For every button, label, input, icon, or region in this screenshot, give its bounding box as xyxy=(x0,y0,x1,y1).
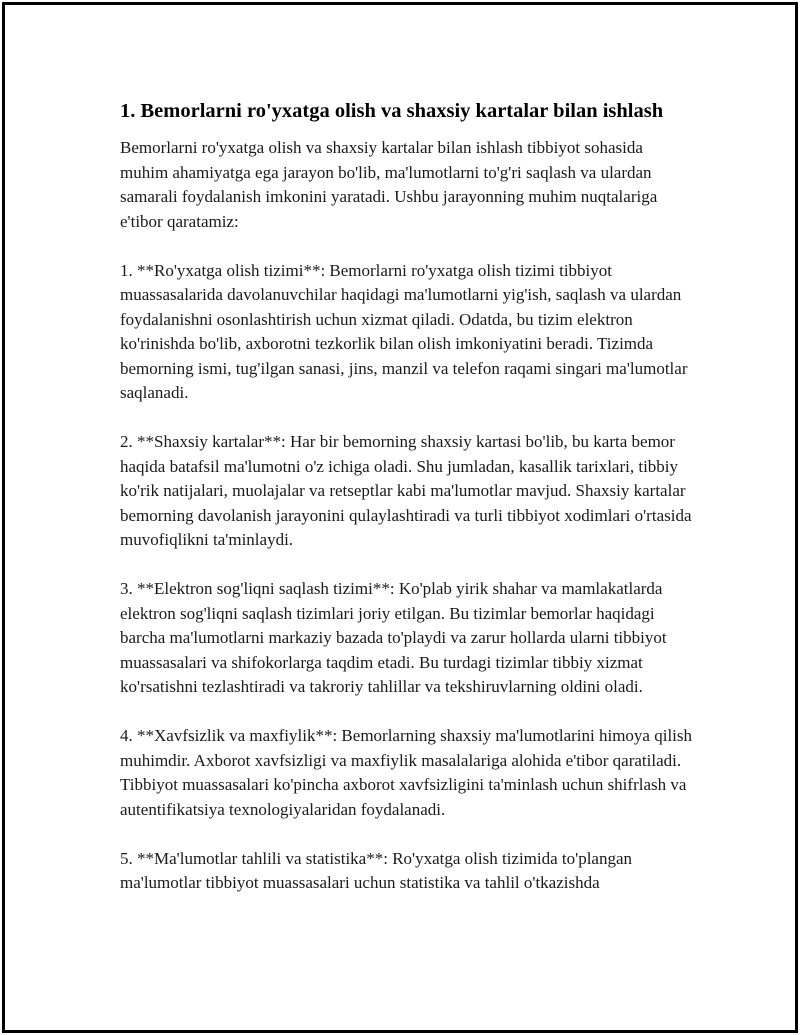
paragraph-data-analysis: 5. **Ma'lumotlar tahlili va statistika**: Ro'yxatga olish tizimida to'plangan ma'lumotlar tibbiyot muassasalari uchun statistika va tahlil o'tkazishda xyxy=(120,848,633,892)
document-body xyxy=(120,98,695,896)
document-heading: 1. Bemorlarni ro'yxatga olish va shaxsiy kartalar bilan ishlash xyxy=(120,100,664,122)
paragraph-security-privacy: 4. **Xavfsizlik va maxfiylik**: Bemorlarning shaxsiy ma'lumotlarini himoya qilish muhimdir. Axborot xavfsizligi va maxfiylik masalalariga alohida e'tibor qaratiladi. Tibbiyot muassasalari ko'pincha axborot xavfsizligini ta'minlash uchun shifrlash va autentifikatsiya texnologiyalaridan foydalanadi. xyxy=(120,726,693,819)
page-frame xyxy=(2,2,798,1033)
intro-paragraph: Bemorlarni ro'yxatga olish va shaxsiy kartalar bilan ishlash tibbiyot sohasida muhim ahamiyatga ega jarayon bo'lib, ma'lumotlarni to'g'ri saqlash va ulardan samarali foydalanish imkonini yaratadi. Ushbu jarayonning muhim nuqtalariga e'tibor qaratamiz: xyxy=(120,138,658,231)
paragraph-registration-system: 1. **Ro'yxatga olish tizimi**: Bemorlarni ro'yxatga olish tizimi tibbiyot muassasalarida davolanuvchilar haqidagi ma'lumotlarni yig'ish, saqlash va ulardan foydalanishni osonlashtirish uchun xizmat qiladi. Odatda, bu tizim elektron ko'rinishda bo'lib, axborotni tezkorlik bilan olish imkoniyatini beradi. Tizimda bemorning ismi, tug'ilgan sanasi, jins, manzil va telefon raqami singari ma'lumotlar saqlanadi. xyxy=(120,260,688,402)
paragraph-electronic-health-system: 3. **Elektron sog'liqni saqlash tizimi**: Ko'plab yirik shahar va mamlakatlarda elektron sog'liqni saqlash tizimlari joriy etilgan. Bu tizimlar bemorlar haqidagi barcha ma'lumotlarni markaziy bazada to'playdi va zarur hollarda ularni tibbiyot muassasalari va shifokorlarga taqdim etadi. Bu turdagi tizimlar tibbiy xizmat ko'rsatishni tezlashtiradi va takroriy tahlillar va tekshiruvlarning oldini oladi. xyxy=(120,579,667,696)
paragraph-personal-cards: 2. **Shaxsiy kartalar**: Har bir bemorning shaxsiy kartasi bo'lib, bu karta bemor haqida batafsil ma'lumotni o'z ichiga oladi. Shu jumladan, kasallik tarixlari, tibbiy ko'rik natijalari, muolajalar va retseptlar kabi ma'lumotlar mavjud. Shaxsiy kartalar bemorning davolanish jarayonini qulaylashtiradi va turli tibbiyot xodimlari o'rtasida muvofiqlikni ta'minlaydi. xyxy=(120,432,692,549)
